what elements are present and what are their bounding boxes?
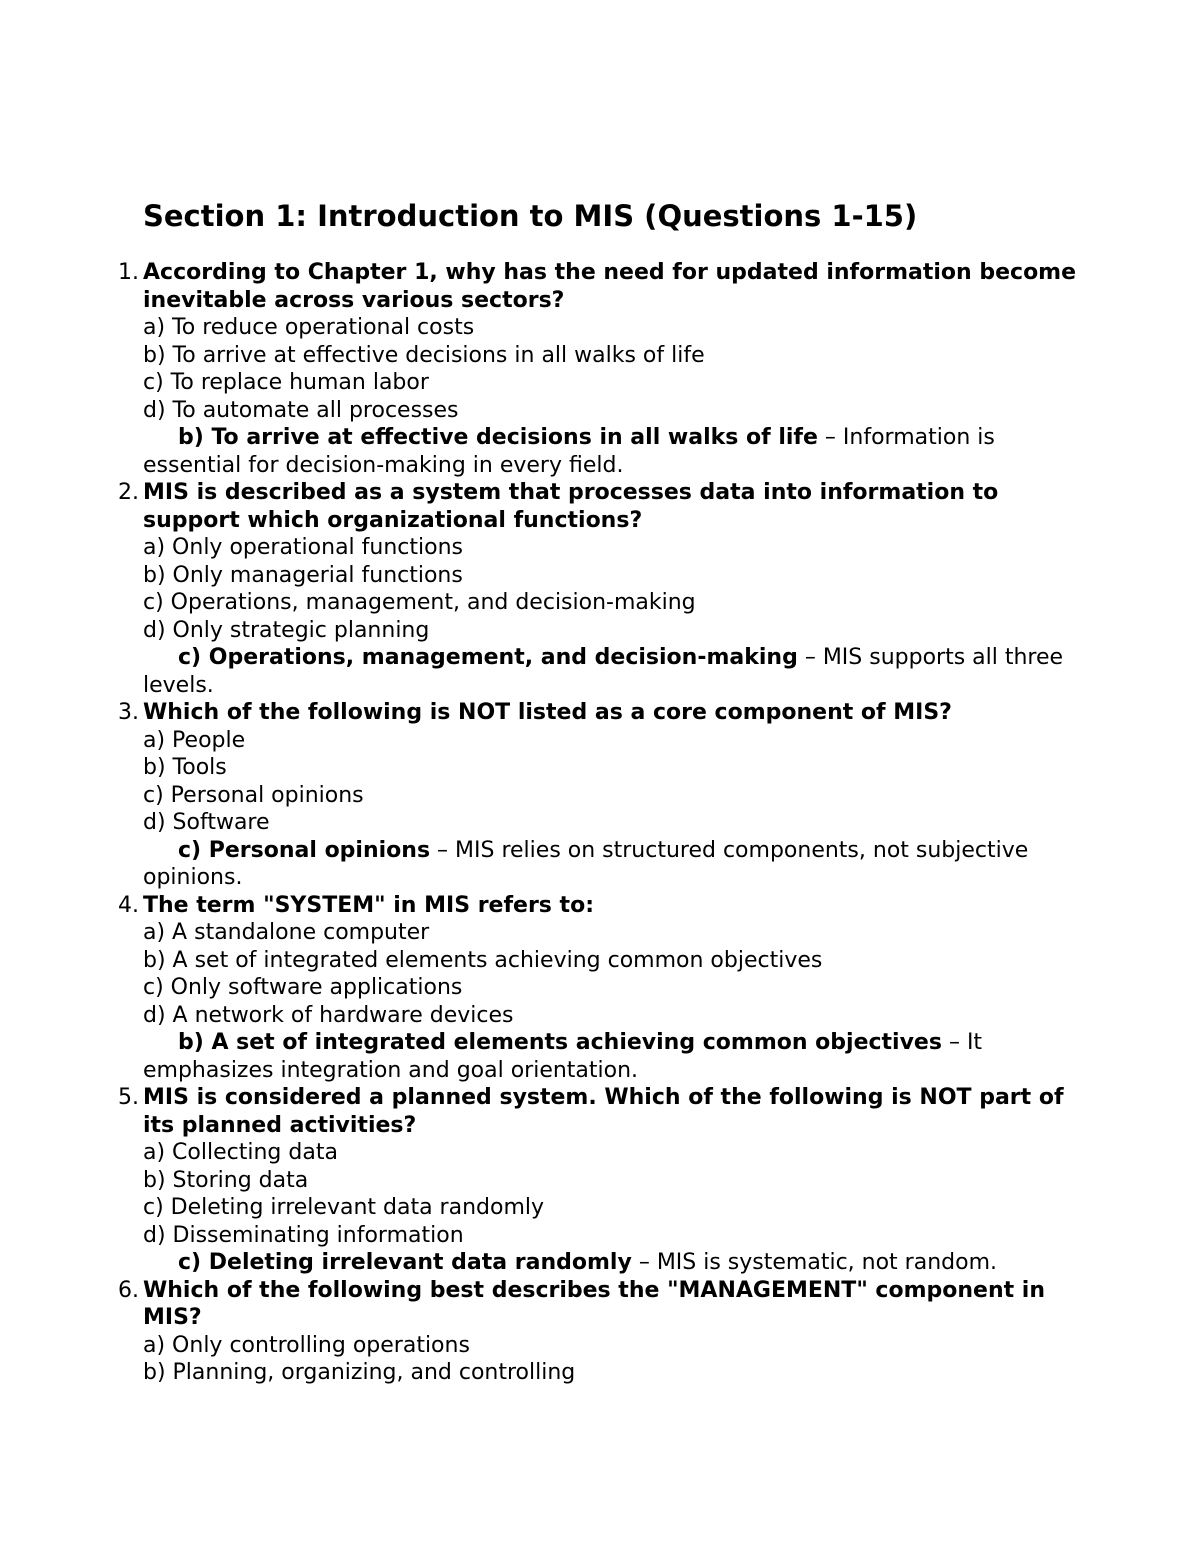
answer-explanation: – MIS is systematic, not random. (631, 1250, 997, 1275)
question-list (118, 259, 1078, 1387)
answer-key: b) A set of integrated elements achieving common objectives (178, 1030, 942, 1055)
question-text: MIS is described as a system that processes data into information to support which organizational functions? (143, 480, 999, 533)
question-number: 5. (118, 1085, 139, 1110)
option-d: d) Software (143, 810, 270, 835)
question-number: 3. (118, 700, 139, 725)
option-b: b) Tools (143, 755, 227, 780)
answer-line (143, 1249, 1078, 1277)
option-d: d) Disseminating information (143, 1222, 464, 1248)
question-text: MIS is considered a planned system. Which of the following is NOT part of its planned activities? (143, 1085, 1064, 1138)
answer-key: b) To arrive at effective decisions in all walks of life (178, 425, 818, 450)
option-a: a) Only operational functions (143, 535, 463, 560)
question-item (118, 1084, 1078, 1277)
answer-explanation: – Information is essential for decision-making in every field. (143, 425, 995, 478)
option-c: c) Only software applications (143, 975, 463, 1000)
option-d: d) To automate all processes (143, 397, 459, 423)
option-b: b) To arrive at effective decisions in all walks of life (143, 342, 705, 368)
option-a: a) Collecting data (143, 1140, 338, 1165)
option-b: b) Only managerial functions (143, 562, 463, 588)
answer-explanation: – MIS relies on structured components, not subjective opinions. (143, 837, 1029, 890)
option-b: b) A set of integrated elements achieving common objectives (143, 947, 823, 973)
option-c: c) To replace human labor (143, 370, 429, 395)
option-b: b) Storing data (143, 1167, 309, 1193)
question-text: Which of the following best describes the "MANAGEMENT" component in MIS? (143, 1277, 1045, 1330)
option-b: b) Planning, organizing, and controlling (143, 1360, 576, 1385)
option-c: c) Deleting irrelevant data randomly (143, 1195, 545, 1220)
answer-key: c) Personal opinions (178, 837, 431, 863)
question-item (118, 892, 1078, 1085)
question-text: Which of the following is NOT listed as a core component of MIS? (143, 700, 952, 725)
option-d: d) Only strategic planning (143, 617, 430, 643)
option-a: a) Only controlling operations (143, 1332, 470, 1358)
option-c: c) Operations, management, and decision-making (143, 590, 696, 615)
answer-line (143, 1029, 1078, 1084)
question-item (118, 259, 1078, 479)
answer-key: c) Operations, management, and decision-making (178, 645, 798, 670)
answer-explanation: – MIS supports all three levels. (143, 645, 1064, 698)
question-text: The term "SYSTEM" in MIS refers to: (143, 892, 594, 918)
answer-line (143, 644, 1078, 699)
option-c: c) Personal opinions (143, 782, 364, 808)
section-title: Section 1: Introduction to MIS (Questions 1-15) (143, 199, 918, 233)
answer-key: c) Deleting irrelevant data randomly (178, 1250, 632, 1275)
question-item (118, 1277, 1078, 1387)
option-a: a) A standalone computer (143, 920, 430, 945)
question-item (118, 479, 1078, 699)
question-number: 1. (118, 260, 139, 285)
question-number: 4. (118, 892, 139, 918)
answer-explanation: – It emphasizes integration and goal orientation. (143, 1030, 983, 1083)
option-d: d) A network of hardware devices (143, 1002, 514, 1028)
question-item (118, 699, 1078, 892)
question-number: 2. (118, 480, 139, 505)
question-text: According to Chapter 1, why has the need for updated information become inevitable across various sectors? (143, 260, 1077, 313)
option-a: a) People (143, 727, 246, 753)
answer-line (143, 837, 1078, 892)
question-number: 6. (118, 1277, 139, 1303)
answer-line (143, 424, 1078, 479)
option-a: a) To reduce operational costs (143, 315, 475, 340)
